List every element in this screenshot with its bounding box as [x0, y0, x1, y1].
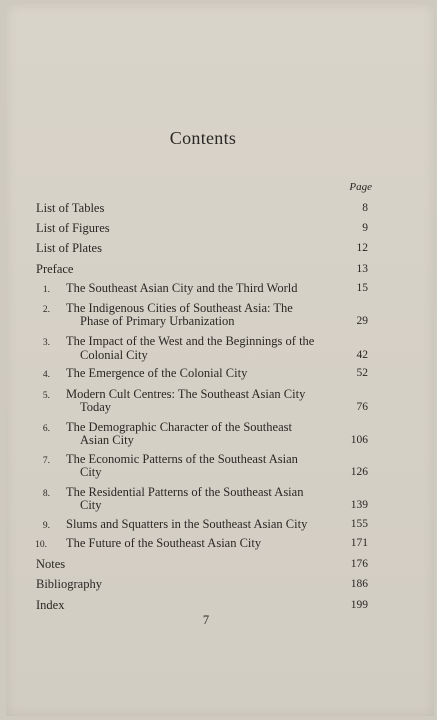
chapter-number: 1.: [42, 285, 50, 295]
chapter-title: The Residential Patterns of the Southeast Asian: [66, 485, 304, 499]
page-number: 7: [202, 613, 210, 627]
chapter-page: 29: [356, 315, 368, 327]
toc-entry-page: 176: [350, 558, 368, 570]
chapter-number: 8.: [42, 489, 50, 499]
chapter-page: 106: [350, 434, 368, 446]
chapter-number: 10.: [35, 540, 47, 550]
chapter-page: 139: [350, 499, 368, 511]
toc-entry-title: List of Figures: [36, 221, 110, 235]
chapter-title-continued: Today: [80, 400, 112, 414]
chapter-page: 52: [356, 367, 368, 379]
toc-entry-page: 9: [362, 222, 368, 234]
chapter-number: 6.: [42, 424, 50, 434]
book-page: [6, 4, 434, 716]
chapter-title: The Future of the Southeast Asian City: [66, 536, 262, 550]
chapter-number: 2.: [42, 305, 50, 315]
chapter-title-continued: Asian City: [80, 433, 134, 447]
chapter-title: The Southeast Asian City and the Third World: [66, 281, 298, 295]
chapter-title: The Demographic Character of the Southeast: [66, 420, 292, 434]
chapter-number: 4.: [42, 370, 50, 380]
chapter-page: 155: [350, 518, 368, 530]
toc-entry-title: Preface: [36, 262, 74, 276]
page-column-label: Page: [349, 181, 372, 193]
chapter-page: 15: [356, 282, 368, 294]
toc-entry-page: 12: [356, 242, 368, 254]
chapter-title-continued: City: [80, 465, 102, 479]
chapter-page: 42: [356, 349, 368, 361]
chapter-title: The Impact of the West and the Beginnings of the: [66, 334, 315, 348]
chapter-title: Slums and Squatters in the Southeast Asian City: [66, 517, 308, 531]
page-title: Contents: [169, 128, 237, 148]
chapter-number: 9.: [42, 521, 50, 531]
toc-entry-title: Bibliography: [36, 577, 102, 591]
chapter-title: The Economic Patterns of the Southeast Asian: [66, 452, 298, 466]
toc-entry-page: 8: [362, 202, 368, 214]
chapter-title: Modern Cult Centres: The Southeast Asian City: [66, 387, 306, 401]
chapter-title: The Indigenous Cities of Southeast Asia: The: [66, 301, 293, 315]
chapter-page: 76: [356, 401, 368, 413]
chapter-number: 7.: [42, 456, 50, 466]
chapter-number: 3.: [42, 338, 50, 348]
chapter-number: 5.: [42, 391, 50, 401]
chapter-title-continued: Colonial City: [80, 348, 148, 362]
toc-entry-title: Notes: [36, 557, 66, 571]
toc-entry-title: List of Plates: [36, 241, 102, 255]
toc-entry-page: 199: [350, 599, 368, 611]
chapter-page: 171: [350, 537, 368, 549]
toc-entry-page: 186: [350, 578, 368, 590]
chapter-title-continued: City: [80, 498, 102, 512]
toc-entry-page: 13: [356, 263, 368, 275]
chapter-page: 126: [350, 466, 368, 478]
chapter-title-continued: Phase of Primary Urbanization: [80, 314, 235, 328]
toc-entry-title: List of Tables: [36, 201, 105, 215]
toc-entry-title: Index: [36, 598, 65, 612]
table-of-contents: [6, 4, 434, 716]
chapter-title: The Emergence of the Colonial City: [66, 366, 248, 380]
